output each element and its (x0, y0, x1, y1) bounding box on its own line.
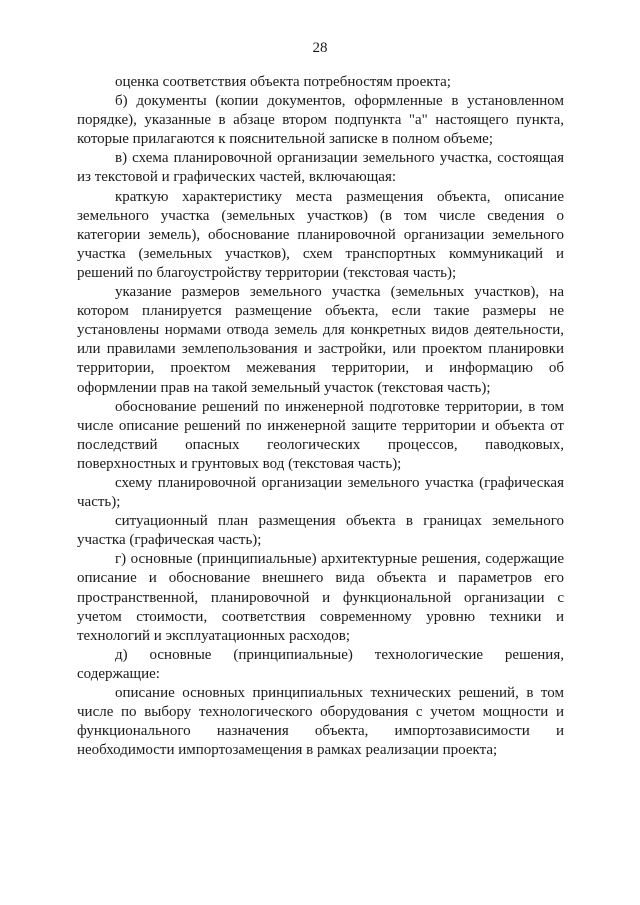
paragraph-technical-solutions: описание основных принципиальных технических решений, в том числе по выбору технологического оборудования с учетом мощности и функционального назначения объекта, импортозависимости и необходимости импортозамещения в рамках реализации проекта; (77, 685, 564, 759)
paragraph-situation-plan: ситуационный план размещения объекта в границах земельного участка (графическая часть); (77, 513, 564, 549)
paragraph-site-size: указание размеров земельного участка (земельных участков), на котором планируется размещение объекта, если такие размеры не установлены нормами отвода земель для конкретных видов деятельности, или правилами землепользования и застройки, или проектом планировки территории, проектом межевания территории, и информацию об оформлении прав на такой земельный участок (текстовая часть); (77, 284, 564, 396)
paragraph-site-description: краткую характеристику места размещения объекта, описание земельного участка (земельных участков) (в том числе сведения о категории земель), обоснование планировочной организации земельного участка (земельных участков), схем транспортных коммуникаций и решений по благоустройству территории (текстовая часть); (77, 188, 564, 281)
page-number: 28 (312, 40, 328, 56)
paragraph-site-scheme: схему планировочной организации земельного участка (графическая часть); (77, 474, 564, 511)
paragraph-item-b-documents: б) документы (копии документов, оформленные в установленном порядке), указанные в абзаце втором подпункта "а" настоящего пункта, которые прилагаются к пояснительной записке в полном объеме; (77, 93, 564, 148)
document-body (77, 73, 564, 760)
paragraph-project-needs: оценка соответствия объекта потребностям проекта; (115, 74, 451, 90)
paragraph-item-d-technology: д) основные (принципиальные) технологические решения, содержащие: (77, 646, 564, 682)
paragraph-item-v-site-plan: в) схема планировочной организации земельного участка, состоящая из текстовой и графических частей, включающая: (77, 150, 564, 186)
paragraph-item-g-architecture: г) основные (принципиальные) архитектурные решения, содержащие описание и обоснование внешнего вида объекта и параметров его пространственной, планировочной и функциональной организации с учетом стоимости, соответствия современному уровню техники и технологий и эксплуатационных расходов; (77, 551, 564, 644)
paragraph-engineering-preparation: обоснование решений по инженерной подготовке территории, в том числе описание решений по инженерной защите территории и объекта от последствий опасных геологических процессов, паводковых, поверхностных и грунтовых вод (текстовая часть); (77, 398, 564, 472)
